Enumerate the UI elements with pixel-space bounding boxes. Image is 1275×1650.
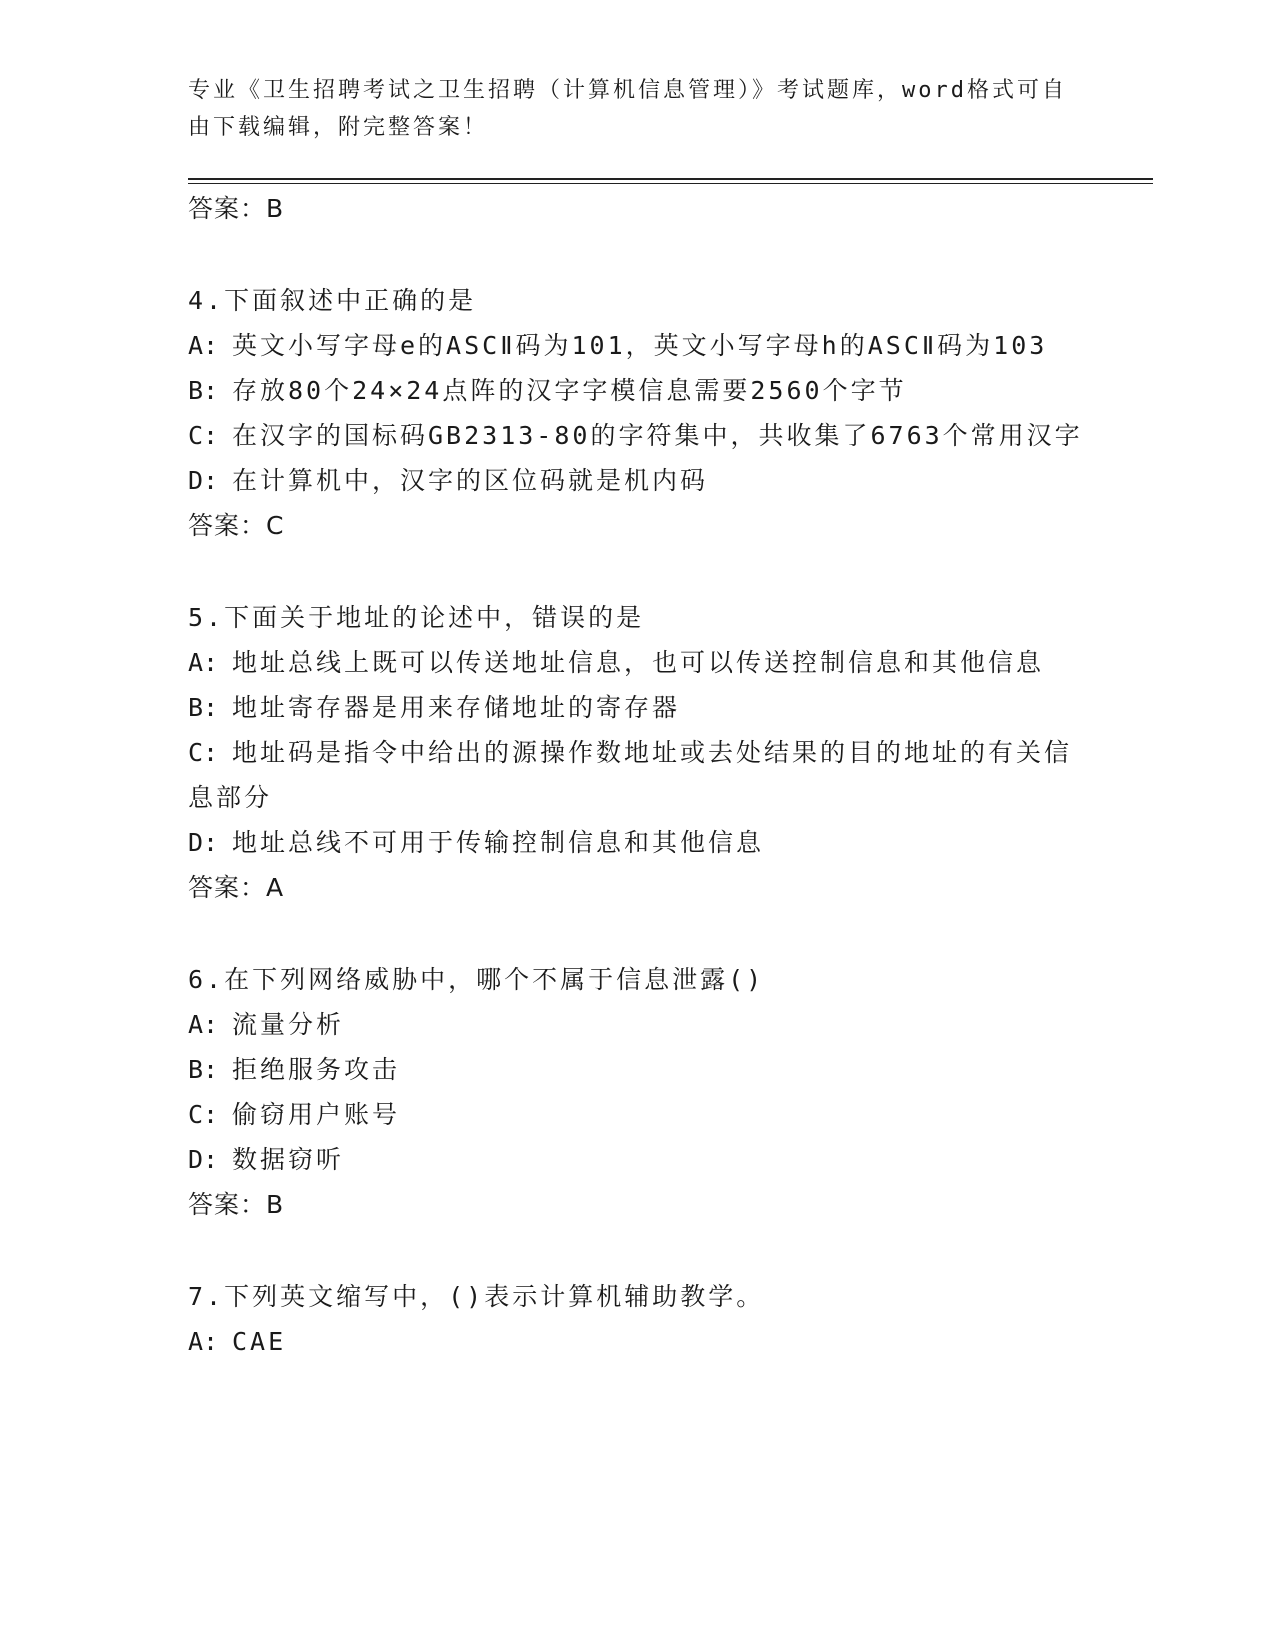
document-header: 专业《卫生招聘考试之卫生招聘（计算机信息管理）》考试题库，word格式可自由下载编辑，附完整答案！ xyxy=(188,78,1067,140)
option-key: D: xyxy=(188,1145,219,1174)
question-stem: 6.在下列网络威胁中，哪个不属于信息泄露() xyxy=(188,965,765,994)
answer-line: 答案：B xyxy=(188,1190,285,1219)
question-7 xyxy=(188,1274,1088,1364)
option-text: 地址寄存器是用来存储地址的寄存器 xyxy=(232,693,681,722)
option-d xyxy=(188,820,1088,865)
option-key: C: xyxy=(188,738,219,767)
option-c xyxy=(188,730,1088,820)
option-d xyxy=(188,458,1088,503)
option-key: B: xyxy=(188,1055,219,1084)
option-key: A: xyxy=(188,331,219,360)
question-5 xyxy=(188,595,1088,911)
option-key: D: xyxy=(188,828,219,857)
answer-line: 答案：C xyxy=(188,511,285,540)
option-key: A: xyxy=(188,648,219,677)
option-key: B: xyxy=(188,693,219,722)
option-b xyxy=(188,685,1088,730)
option-a xyxy=(188,1319,1088,1364)
option-d xyxy=(188,1137,1088,1182)
option-text: 偷窃用户账号 xyxy=(232,1100,401,1129)
option-text: 数据窃听 xyxy=(232,1145,345,1174)
option-a xyxy=(188,1002,1088,1047)
option-text: 拒绝服务攻击 xyxy=(232,1055,401,1084)
option-text: 地址码是指令中给出的源操作数地址或去处结果的目的地址的有关信息部分 xyxy=(188,738,1073,812)
option-key: B: xyxy=(188,376,219,405)
option-text: 存放80个24×24点阵的汉字字模信息需要2560个字节 xyxy=(232,376,907,405)
header-divider-thin xyxy=(188,183,1153,184)
question-stem: 4.下面叙述中正确的是 xyxy=(188,286,477,315)
option-a xyxy=(188,323,1088,368)
option-text: CAE xyxy=(232,1327,287,1356)
option-key: A: xyxy=(188,1010,219,1039)
question-stem: 5.下面关于地址的论述中，错误的是 xyxy=(188,603,645,632)
question-4 xyxy=(188,278,1088,549)
answer-line: 答案：B xyxy=(188,194,285,223)
option-text: 英文小写字母e的ASCⅡ码为101，英文小写字母h的ASCⅡ码为103 xyxy=(232,331,1048,360)
answer-line: 答案：A xyxy=(188,873,285,902)
option-key: A: xyxy=(188,1327,219,1356)
option-text: 地址总线不可用于传输控制信息和其他信息 xyxy=(232,828,765,857)
option-key: D: xyxy=(188,466,219,495)
option-text: 流量分析 xyxy=(232,1010,345,1039)
option-text: 地址总线上既可以传送地址信息，也可以传送控制信息和其他信息 xyxy=(232,648,1045,677)
option-c xyxy=(188,413,1088,458)
question-list xyxy=(188,186,1088,1364)
question-stem: 7.下列英文缩写中，()表示计算机辅助教学。 xyxy=(188,1282,765,1311)
option-c xyxy=(188,1092,1088,1137)
option-a xyxy=(188,640,1088,685)
option-text: 在汉字的国标码GB2313-80的字符集中，共收集了6763个常用汉字 xyxy=(232,421,1083,450)
option-key: C: xyxy=(188,421,219,450)
option-key: C: xyxy=(188,1100,219,1129)
question-6 xyxy=(188,957,1088,1228)
option-b xyxy=(188,368,1088,413)
option-text: 在计算机中，汉字的区位码就是机内码 xyxy=(232,466,709,495)
header-divider xyxy=(188,178,1153,180)
option-b xyxy=(188,1047,1088,1092)
